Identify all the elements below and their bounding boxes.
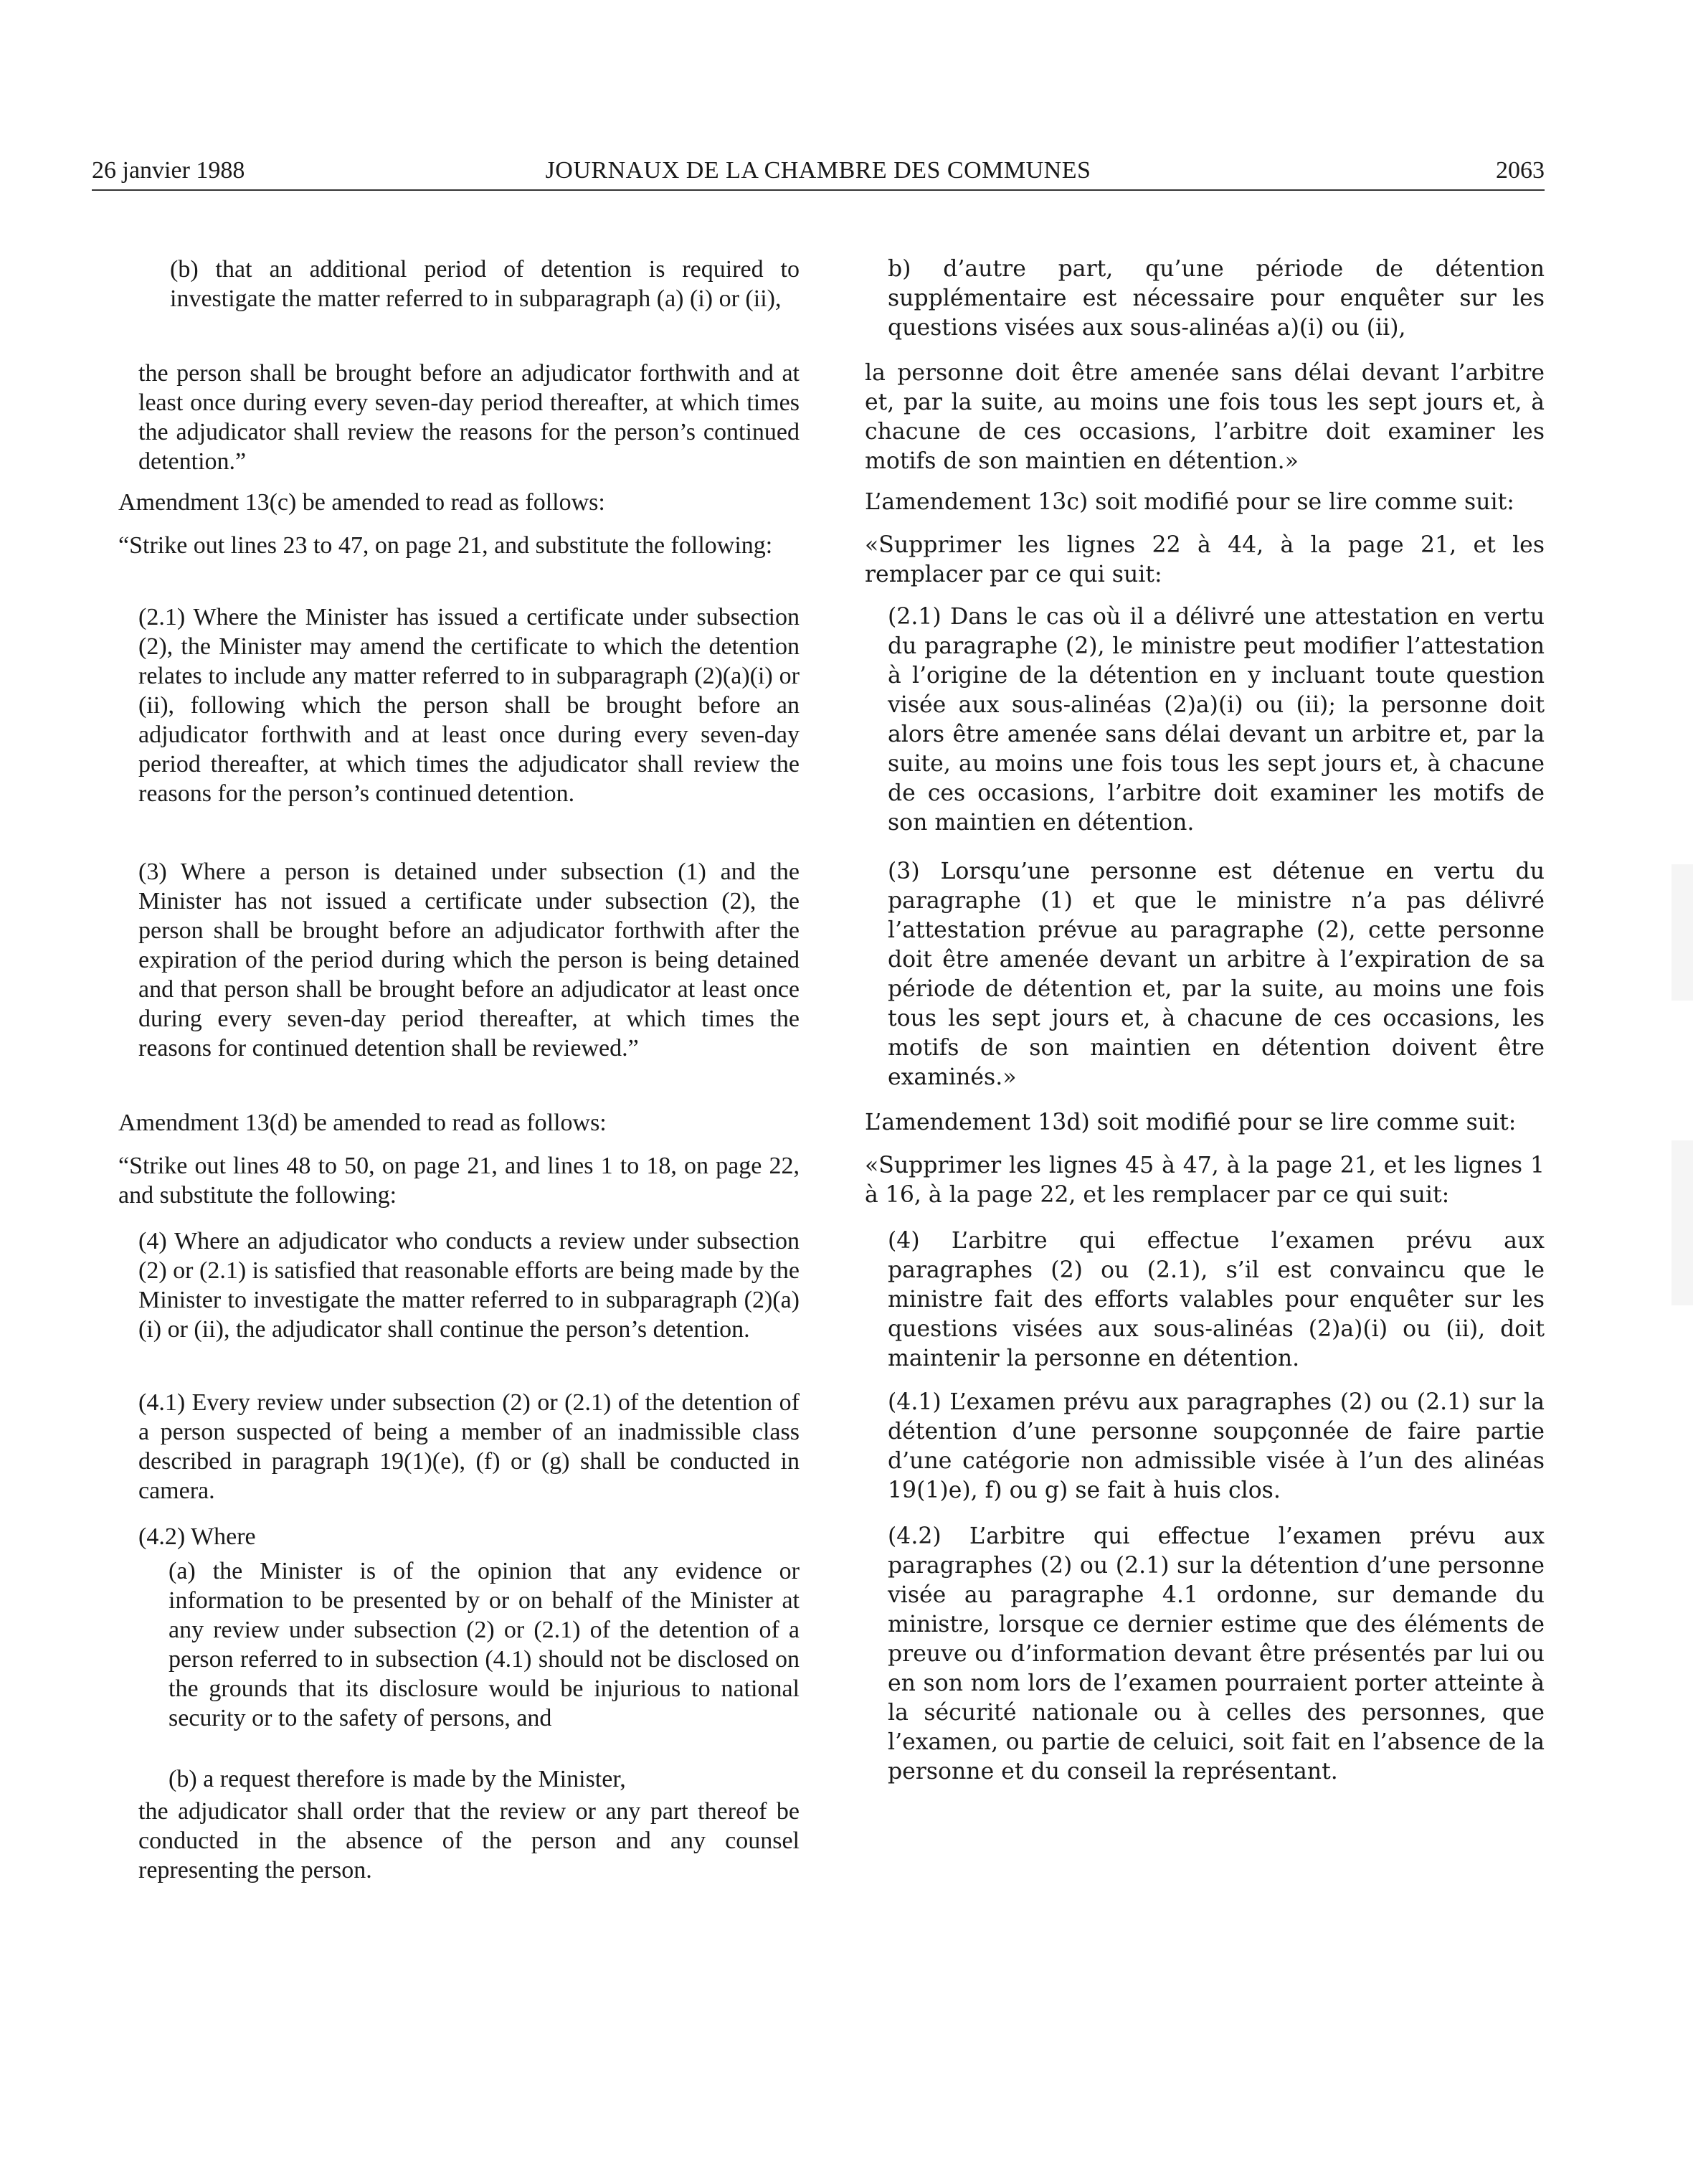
header-page-number: 2063: [1496, 157, 1545, 184]
header-date: 26 janvier 1988: [92, 157, 245, 184]
paragraph: [865, 602, 1545, 838]
paragraph-text: (4) L’arbitre qui effectue l’examen prévu aux paragraphes (2) ou (2.1), s’il est convaincu que le ministre fait des efforts valables pour enquêter sur les questions visées aux sous-alinéas (2)a)(i) ou (ii), doit maintenir la personne en détention.: [888, 1228, 1545, 1371]
paragraph: [865, 857, 1545, 1092]
paragraph-text: (4) Where an adjudicator who conducts a review under subsection (2) or (2.1) is satisfied that reasonable efforts are being made by the Minister to investigate the matter referred to in subparagraph (2)(a)(i) or (ii), the adjudicator shall continue the person’s detention.: [138, 1228, 800, 1343]
paragraph: [865, 1108, 1545, 1138]
paragraph: [118, 1797, 800, 1885]
scan-artifact: [1671, 864, 1693, 1001]
paragraph-text: (3) Lorsqu’une personne est détenue en vertu du paragraphe (1) et que le ministre n’a pas délivré l’attestation prévue au paragraphe (2), cette personne doit être amenée devant un arbitre à l’expiration de sa période de détention et, par la suite, au moins une fois tous les sept jours et, à chacune de ces occasions, les motifs de son maintien en détention doivent être examinés.»: [888, 859, 1545, 1090]
paragraph: [118, 1764, 800, 1794]
paragraph-text: (a) the Minister is of the opinion that any evidence or information to be presented by or on behalf of the Minister at any review under subsection (2) or (2.1) of the detention of a person referred to in subsection (4.1) should not be disclosed on the grounds that its disclosure would be injurious to national security or to the safety of persons, and: [169, 1558, 800, 1731]
paragraph-text: Amendment 13(d) be amended to read as follows:: [118, 1110, 607, 1136]
paragraph-text: L’amendement 13c) soit modifié pour se lire comme suit:: [865, 489, 1514, 515]
paragraph: [118, 359, 800, 476]
header-title: JOURNAUX DE LA CHAMBRE DES COMMUNES: [545, 157, 1091, 184]
paragraph-text: (b) that an additional period of detention is required to investigate the matter referred to in subparagraph (a) (i) or (ii),: [170, 256, 800, 312]
paragraph-text: “Strike out lines 48 to 50, on page 21, and lines 1 to 18, on page 22, and substitute the following:: [118, 1153, 800, 1209]
paragraph-text: (2.1) Dans le cas où il a délivré une attestation en vertu du paragraphe (2), le ministre peut modifier l’attestation à l’origine de la détention en y incluant toute question visée aux sous-alinéas (2)a)(i) ou (ii); la personne doit alors être amenée sans délai devant un arbitre et, par la suite, au moins une fois tous les sept jours et, à chacune de ces occasions, l’arbitre doit examiner les motifs de son maintien en détention.: [888, 604, 1545, 836]
paragraph-text: (4.1) L’examen prévu aux paragraphes (2) ou (2.1) sur la détention d’une personne soupçonnée de faire partie d’une catégorie non admissible visée à l’un des alinéas 19(1)e), f) ou g) se fait à huis clos.: [888, 1389, 1545, 1503]
paragraph-text: the adjudicator shall order that the review or any part thereof be conducted in the absence of the person and any counsel representing the person.: [138, 1798, 800, 1883]
paragraph: [865, 531, 1545, 590]
paragraph-text: (2.1) Where the Minister has issued a certificate under subsection (2), the Minister may amend the certificate to which the detention relates to include any matter referred to in subparagraph (2)(a)(i) or (ii), following which the person shall be brought before an adjudicator forthwith and at least once during every seven-day period thereafter, at which times the adjudicator shall review the reasons for the person’s continued detention.: [138, 604, 800, 807]
paragraph: [865, 1226, 1545, 1374]
paragraph: [118, 488, 800, 517]
paragraph: [865, 488, 1545, 517]
paragraph-text: (4.1) Every review under subsection (2) or (2.1) of the detention of a person suspected of being a member of an inadmissible class described in paragraph 19(1)(e), (f) or (g) shall be conducted in camera.: [138, 1389, 800, 1504]
paragraph: [118, 1108, 800, 1138]
running-head: [92, 152, 1545, 191]
paragraph-text: (b) a request therefore is made by the Minister,: [169, 1766, 626, 1792]
paragraph: [118, 1151, 800, 1210]
scan-artifact: [1671, 1140, 1693, 1305]
paragraph: [118, 857, 800, 1063]
paragraph: [118, 1226, 800, 1344]
paragraph-text: «Supprimer les lignes 45 à 47, à la page 21, et les lignes 1 à 16, à la page 22, et les remplacer par ce qui suit:: [865, 1153, 1545, 1208]
paragraph-text: the person shall be brought before an adjudicator forthwith and at least once during every seven-day period thereafter, at which times the adjudicator shall review the reasons for the person’s continued detention.”: [138, 360, 800, 475]
paragraph-text: Amendment 13(c) be amended to read as follows:: [118, 489, 605, 516]
paragraph-text: b) d’autre part, qu’une période de détention supplémentaire est nécessaire pour enquêter sur les questions visées aux sous-alinéas a)(i) ou (ii),: [888, 256, 1545, 341]
paragraph: [865, 1388, 1545, 1505]
paragraph: [865, 1522, 1545, 1787]
paragraph-text: (3) Where a person is detained under subsection (1) and the Minister has not issued a certificate under subsection (2), the person shall be brought before an adjudicator forthwith after the expiration of the period during which the person is being detained and that person shall be brought before an adjudicator at least once during every seven-day period thereafter, at which times the reasons for continued detention shall be reviewed.”: [138, 859, 800, 1062]
paragraph: [118, 1388, 800, 1505]
paragraph: [865, 359, 1545, 476]
paragraph: [118, 531, 800, 560]
paragraph-text: L’amendement 13d) soit modifié pour se lire comme suit:: [865, 1110, 1517, 1135]
paragraph: [865, 255, 1545, 343]
paragraph-text: «Supprimer les lignes 22 à 44, à la page 21, et les remplacer par ce qui suit:: [865, 532, 1545, 587]
paragraph: [118, 1556, 800, 1733]
paragraph: [118, 1522, 800, 1551]
paragraph-text: (4.2) L’arbitre qui effectue l’examen prévu aux paragraphes (2) ou (2.1) sur la détention d’une personne visée au paragraphe 4.1 ordonne, sur demande du ministre, lorsque ce dernier estime que des éléments de preuve ou d’information devant être présentés par lui ou en son nom lors de l’examen pourraient porter atteinte à la sécurité nationale ou à celles des personnes, que l’examen, ou partie de celuici, soit fait en l’absence de la personne et du conseil la représentant.: [888, 1523, 1545, 1784]
paragraph-text: la personne doit être amenée sans délai devant l’arbitre et, par la suite, au moins une fois tous les sept jours et, à chacune de ces occasions, l’arbitre doit examiner les motifs de son maintien en détention.»: [865, 360, 1545, 474]
paragraph: [118, 255, 800, 313]
paragraph-text: “Strike out lines 23 to 47, on page 21, and substitute the following:: [118, 532, 773, 559]
paragraph-text: (4.2) Where: [138, 1523, 256, 1550]
paragraph: [118, 602, 800, 808]
paragraph: [865, 1151, 1545, 1210]
